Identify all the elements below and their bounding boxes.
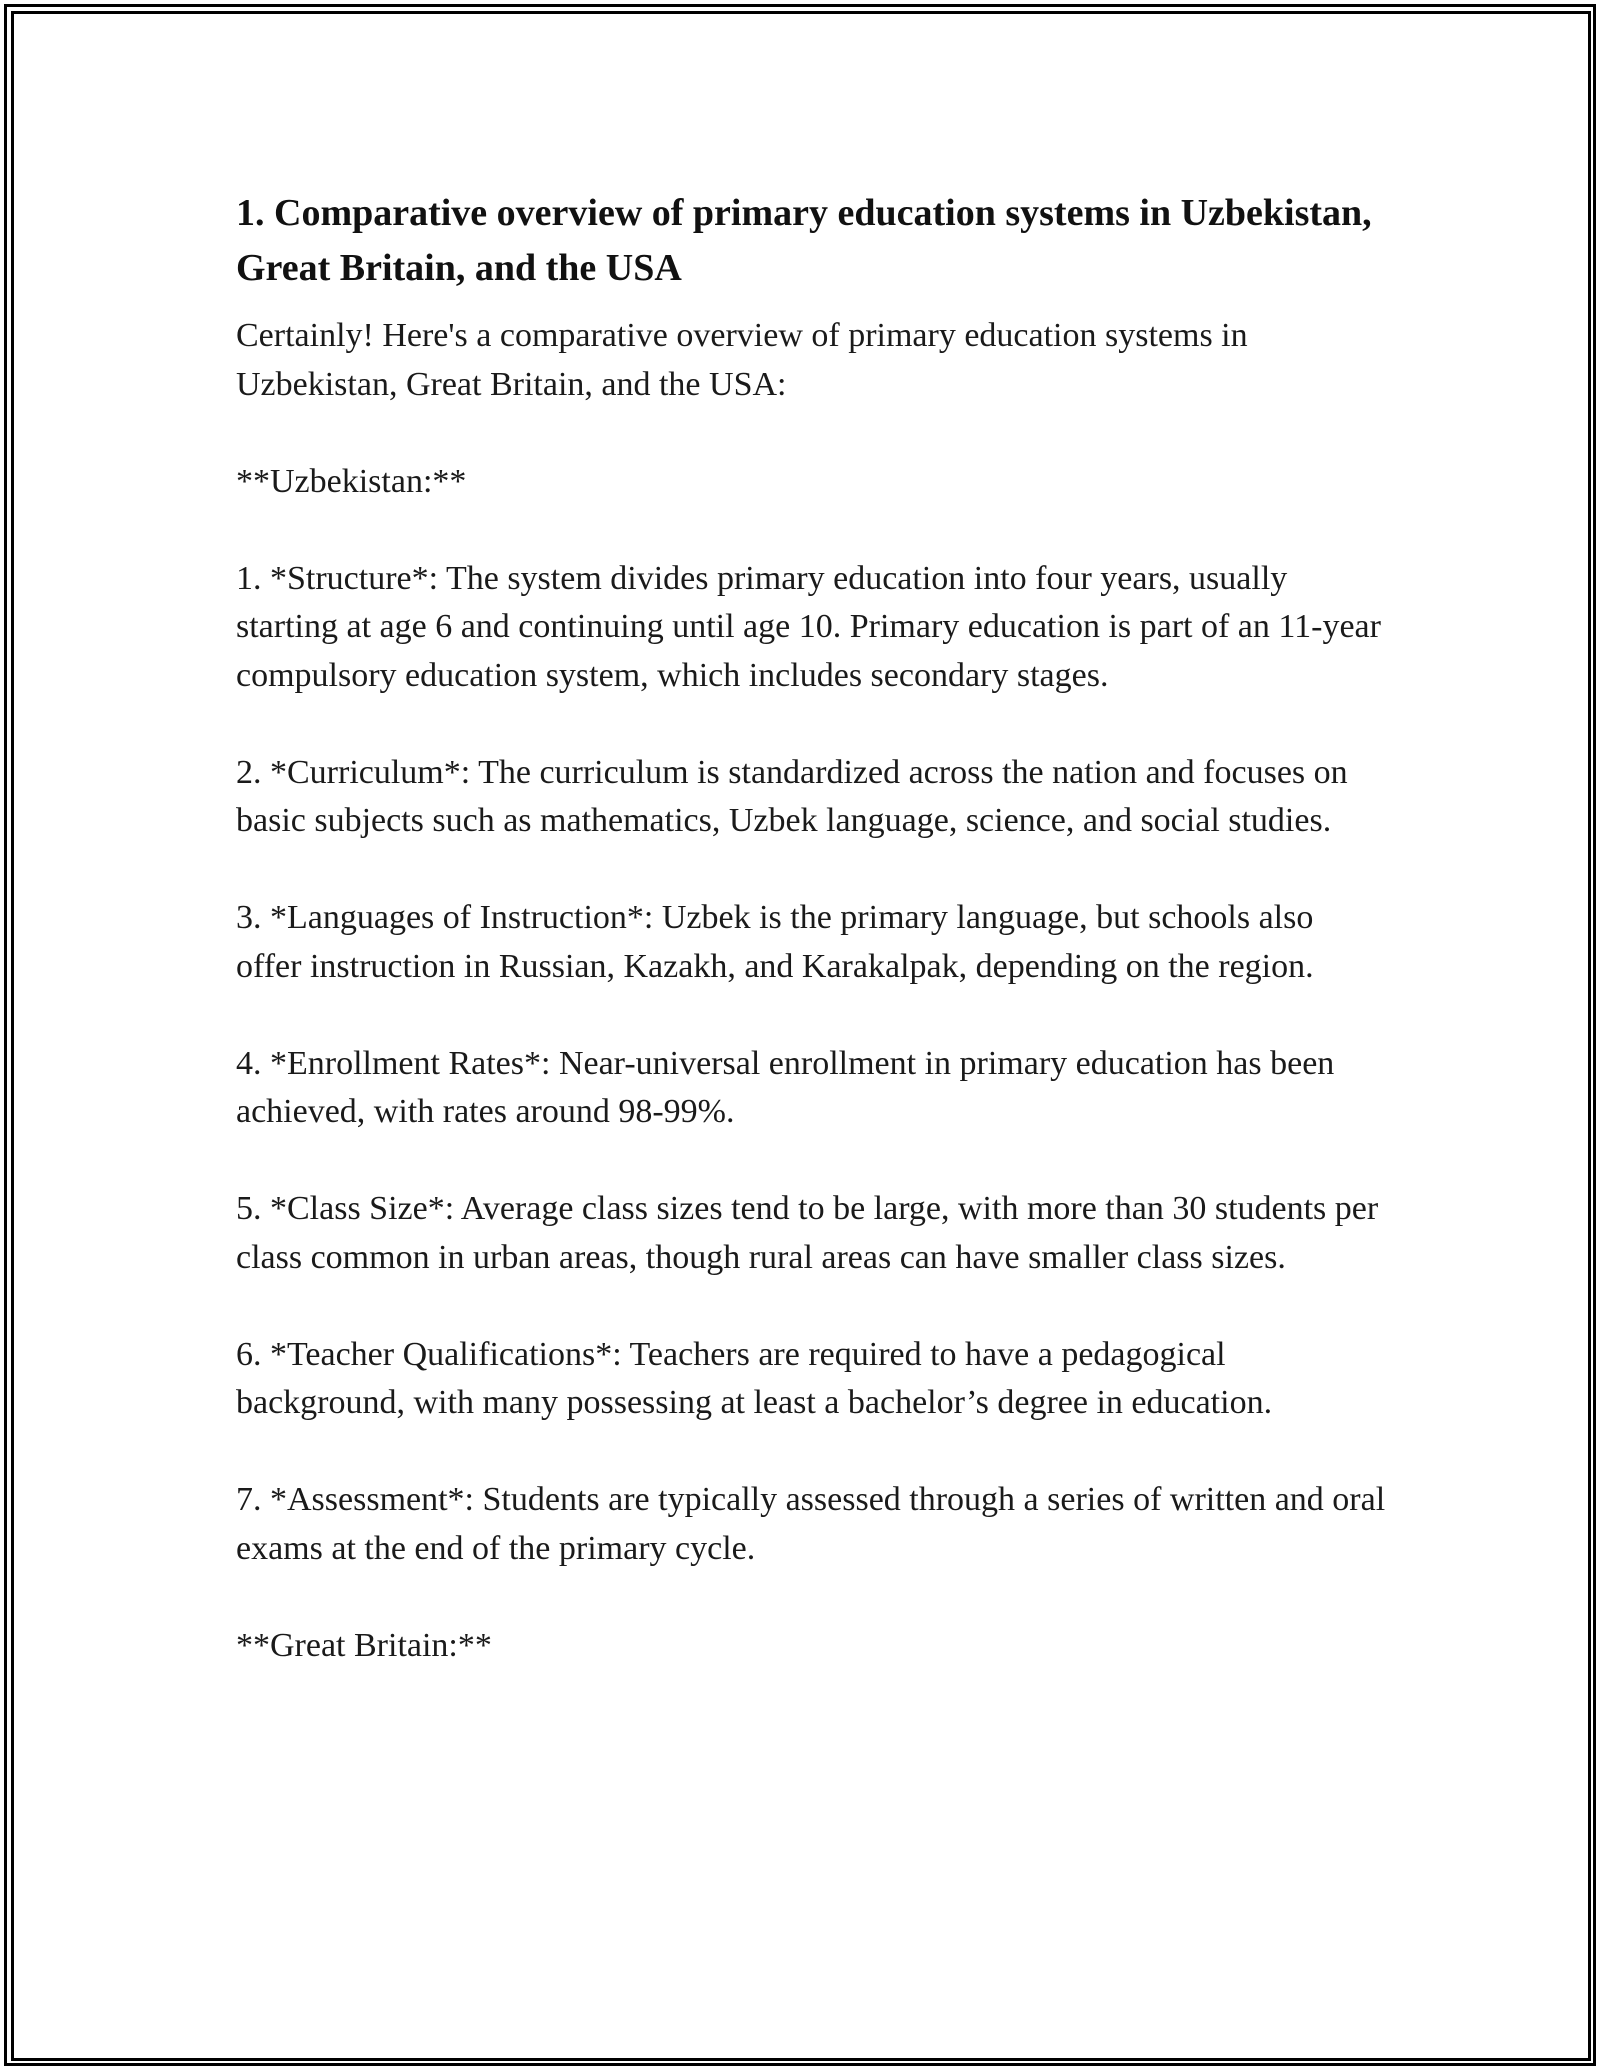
section-label-uzbekistan: **Uzbekistan:** [236, 462, 467, 500]
list-item-languages: 3. *Languages of Instruction*: Uzbek is the primary language, but schools also offer instruction in Russian, Kazakh, and Karakalpak, depending on the region. [236, 899, 1314, 985]
list-item-assessment: 7. *Assessment*: Students are typically assessed through a series of written and oral exams at the end of the primary cycle. [236, 1481, 1386, 1567]
intro-paragraph: Certainly! Here's a comparative overview of primary education systems in Uzbekistan, Great Britain, and the USA: [236, 317, 1248, 403]
document-heading: 1. Comparative overview of primary education systems in Uzbekistan, Great Britain, and the USA [236, 192, 1372, 289]
section-label-great-britain: **Great Britain:** [236, 1626, 492, 1664]
list-item-curriculum: 2. *Curriculum*: The curriculum is standardized across the nation and focuses on basic subjects such as mathematics, Uzbek language, science, and social studies. [236, 753, 1348, 839]
list-item-structure: 1. *Structure*: The system divides primary education into four years, usually starting at age 6 and continuing until age 10. Primary education is part of an 11-year compulsory education system, which includes secondary stages. [236, 559, 1381, 694]
list-item-enrollment: 4. *Enrollment Rates*: Near-universal enrollment in primary education has been achieved, with rates around 98-99%. [236, 1044, 1335, 1130]
list-item-teacher-qualifications: 6. *Teacher Qualifications*: Teachers are required to have a pedagogical background, with many possessing at least a bachelor’s degree in education. [236, 1335, 1273, 1421]
list-item-class-size: 5. *Class Size*: Average class sizes tend to be large, with more than 30 students per class common in urban areas, though rural areas can have smaller class sizes. [236, 1190, 1379, 1276]
document-body [236, 186, 1386, 1719]
